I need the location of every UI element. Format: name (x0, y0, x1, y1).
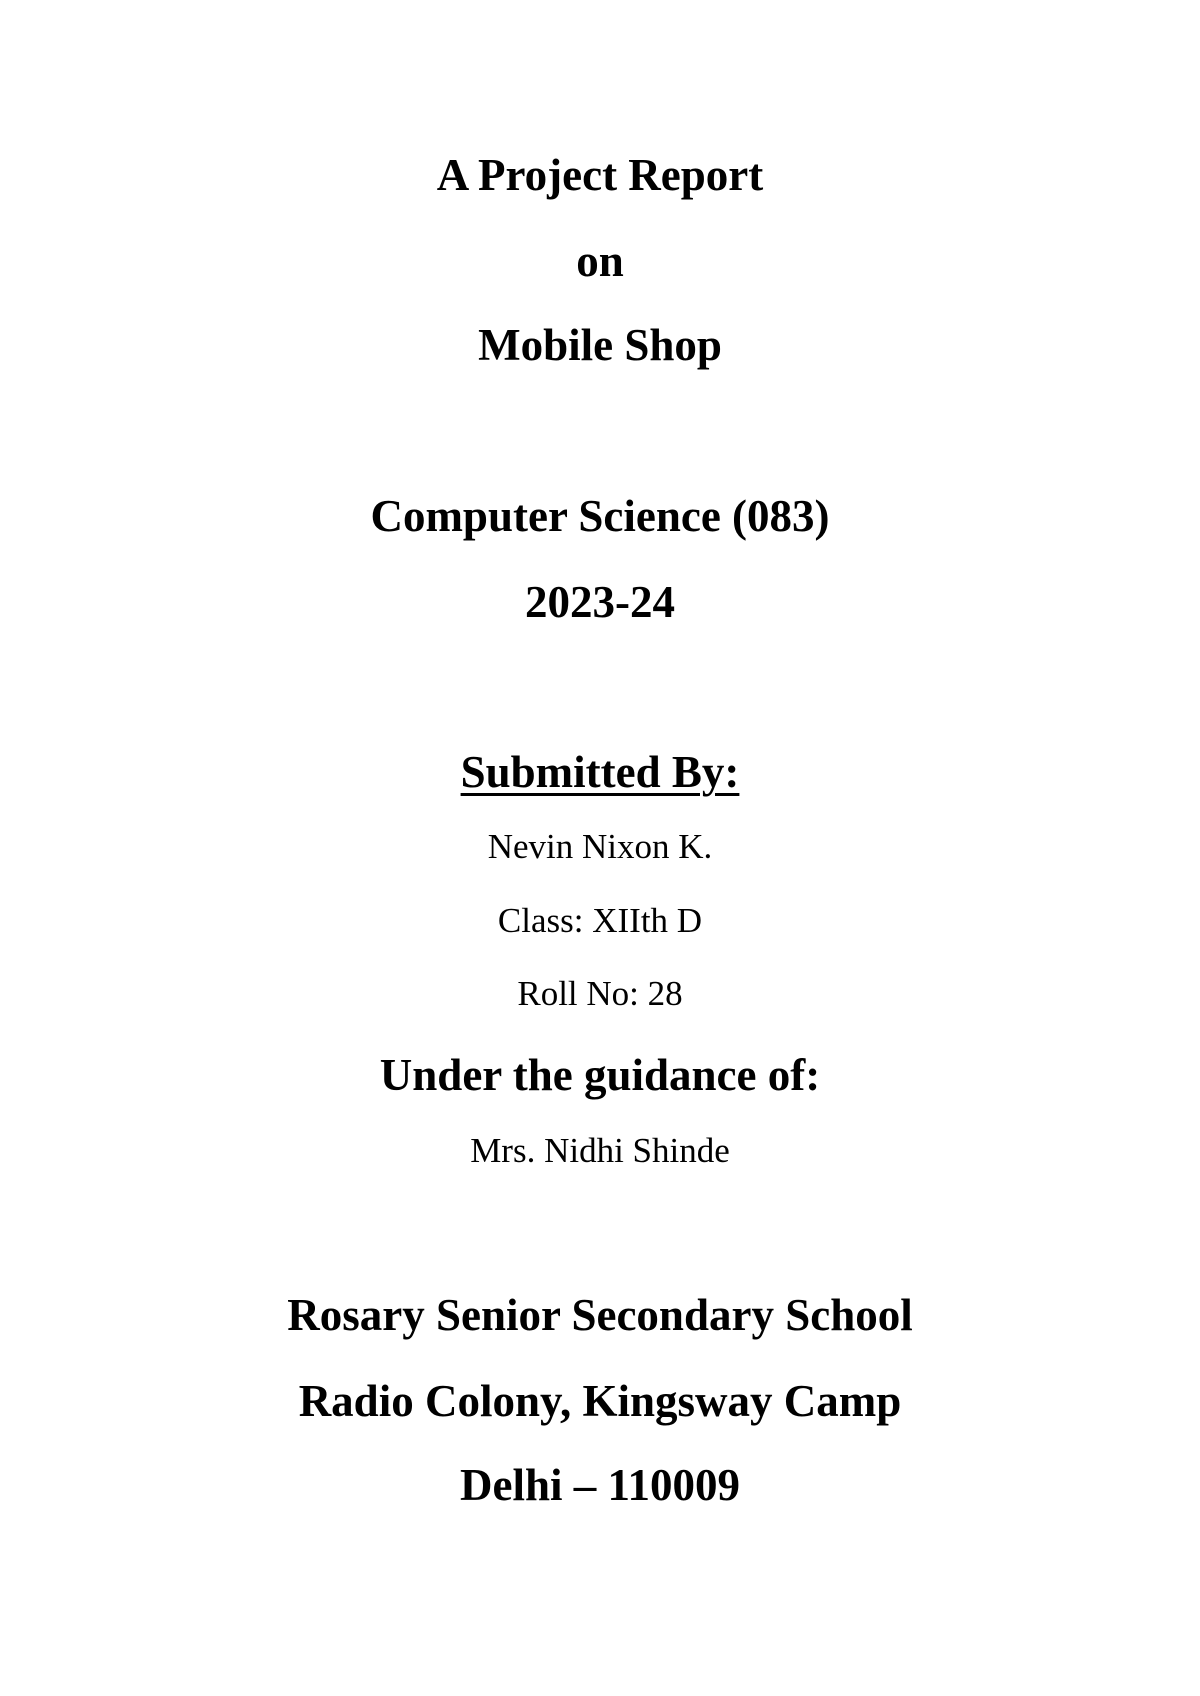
school-name: Rosary Senior Secondary School (287, 1290, 913, 1340)
teacher-name: Mrs. Nidhi Shinde (470, 1131, 730, 1170)
guidance-heading: Under the guidance of: (379, 1050, 821, 1100)
student-name: Nevin Nixon K. (487, 827, 713, 866)
student-roll-no: Roll No: 28 (517, 974, 683, 1013)
school-address: Radio Colony, Kingsway Camp (298, 1376, 902, 1426)
school-city: Delhi – 110009 (459, 1460, 741, 1510)
report-title-line2: on (576, 236, 624, 286)
student-class: Class: XIIth D (497, 901, 703, 940)
submitted-by-heading: Submitted By: (460, 747, 740, 797)
academic-session: 2023-24 (525, 577, 675, 627)
report-title-line1: A Project Report (436, 150, 764, 200)
subject-name: Computer Science (083) (370, 491, 830, 541)
project-name: Mobile Shop (478, 320, 722, 370)
